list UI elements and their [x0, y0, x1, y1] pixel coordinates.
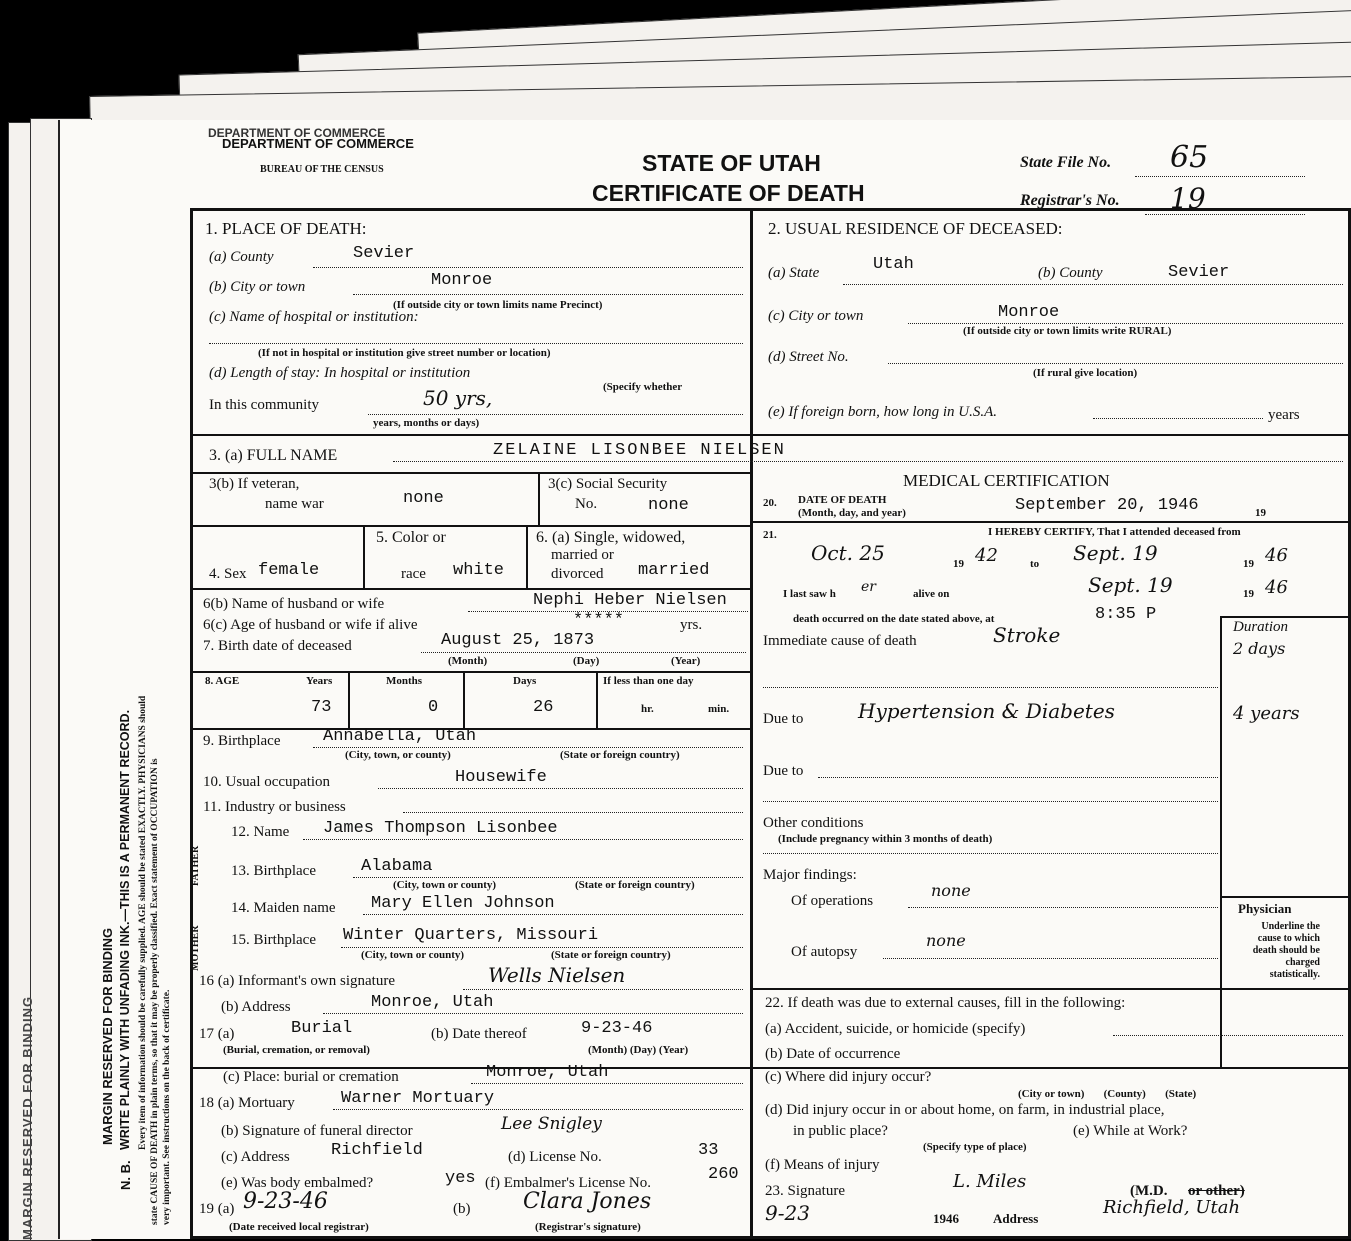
age-months-col: Months	[386, 675, 423, 687]
veteran-label-2: name war	[265, 496, 324, 512]
certify-text: I HEREBY CERTIFY, That I attended deceased from	[988, 526, 1241, 538]
res-state-label: (a) State	[768, 265, 820, 281]
due-to-duration-1: 4 years	[1233, 703, 1300, 724]
fill-line	[908, 907, 1218, 908]
external-c-label: (c) Where did injury occur?	[765, 1069, 932, 1085]
res-street-label: (d) Street No.	[768, 349, 849, 365]
birth-date-label: 7. Birth date of deceased	[203, 638, 352, 654]
fill-line	[313, 267, 743, 268]
last-saw-date: Sept. 19	[1088, 573, 1173, 597]
other-conditions-label: Other conditions	[763, 815, 864, 831]
fill-line	[1113, 1035, 1343, 1036]
death-date-label-2: (Month, day, and year)	[798, 507, 906, 519]
fill-line	[393, 461, 1343, 462]
fill-line	[323, 1013, 743, 1014]
rule	[1220, 896, 1348, 898]
death-date-num: 20.	[763, 497, 777, 509]
to-label: to	[1030, 558, 1040, 570]
fill-line	[463, 989, 743, 990]
res-city-note: (If outside city or town limits write RURAL)	[963, 325, 1172, 337]
death-county-label: (a) County	[209, 249, 274, 265]
informant-sig-label: 16 (a) Informant's own signature	[199, 973, 395, 989]
fill-line	[303, 839, 743, 840]
attended-to-year: 46	[1265, 545, 1288, 566]
mother-name-value: Mary Ellen Johnson	[371, 894, 555, 913]
last-saw-her: er	[861, 579, 876, 595]
due-to-value-1: Hypertension & Diabetes	[858, 699, 1115, 723]
immediate-cause-label: Immediate cause of death	[763, 633, 917, 649]
spouse-label: 6(b) Name of husband or wife	[203, 596, 385, 612]
mother-birthplace-note-1: (City, town or county)	[361, 949, 465, 961]
occupation-label: 10. Usual occupation	[203, 774, 331, 790]
veteran-label-1: 3(b) If veteran,	[209, 476, 300, 492]
occupation-value: Housewife	[455, 768, 547, 787]
death-date-suffix: 19	[1255, 507, 1266, 519]
residence-heading: 2. USUAL RESIDENCE OF DECEASED:	[768, 219, 1063, 238]
hr-label: hr.	[641, 703, 654, 715]
fill-line	[403, 812, 743, 813]
registrar-signature: Clara Jones	[523, 1189, 652, 1214]
disposition-label: 17 (a)	[199, 1026, 235, 1042]
immediate-duration: 2 days	[1233, 639, 1286, 658]
min-label: min.	[708, 703, 730, 715]
registrar-label: Registrar's No.	[1020, 192, 1120, 209]
rule	[193, 472, 750, 474]
res-county-value: Sevier	[1168, 263, 1230, 282]
father-birthplace-note-2: (State or foreign country)	[575, 879, 695, 891]
column-divider	[750, 211, 753, 1236]
rule	[348, 671, 350, 728]
license-label: (d) License No.	[508, 1149, 602, 1165]
last-saw-label: I last saw h	[783, 588, 836, 600]
fill-line	[421, 652, 746, 653]
age-months-value: 0	[428, 698, 439, 717]
place-of-death-heading: 1. PLACE OF DEATH:	[205, 219, 367, 238]
state-file-line	[1135, 176, 1305, 177]
last-saw-19: 19	[1243, 588, 1254, 600]
res-state-value: Utah	[873, 255, 914, 274]
disposition-note: (Burial, cremation, or removal)	[223, 1044, 370, 1056]
fill-line	[818, 777, 1218, 778]
disposition-date-note: (Month) (Day) (Year)	[588, 1044, 689, 1056]
death-county-value: Sevier	[353, 244, 415, 263]
immediate-cause-value: Stroke	[993, 623, 1061, 647]
last-saw-year: 46	[1265, 577, 1288, 598]
autopsy-value: none	[926, 931, 966, 950]
mortuary-label: 18 (a) Mortuary	[199, 1095, 295, 1111]
rule	[1220, 616, 1348, 618]
spouse-value: Nephi Heber Nielsen	[533, 591, 727, 610]
due-to-label-2: Due to	[763, 763, 804, 779]
received-label: 19 (a)	[199, 1201, 235, 1217]
fill-line	[843, 284, 1343, 285]
form-title: CERTIFICATE OF DEATH	[592, 180, 865, 206]
age-days-value: 26	[533, 698, 554, 717]
community-value: 50 yrs,	[423, 386, 493, 410]
received-note: (Date received local registrar)	[229, 1221, 369, 1233]
community-note: years, months or days)	[373, 417, 480, 429]
birth-month-note: (Month)	[448, 655, 488, 667]
marital-value: married	[638, 561, 710, 580]
other-conditions-note: (Include pregnancy within 3 months of death)	[778, 833, 993, 845]
external-e-label: (e) While at Work?	[1073, 1123, 1188, 1139]
physician-address: Richfield, Utah	[1103, 1197, 1241, 1218]
rule	[193, 434, 1348, 436]
spouse-age-label: 6(c) Age of husband or wife if alive	[203, 617, 418, 633]
physician-sig-year: 1946	[933, 1211, 959, 1226]
death-date-value: September 20, 1946	[1015, 496, 1199, 515]
sex-value: female	[258, 561, 320, 580]
specify-note: (Specify whether	[603, 381, 683, 393]
fullname-value: ZELAINE LISONBEE NIELSEN	[493, 441, 786, 460]
disposition-value: Burial	[291, 1019, 353, 1038]
due-to-label-1: Due to	[763, 711, 804, 727]
embalmer-license-value: 260	[708, 1165, 739, 1184]
informant-address-label: (b) Address	[221, 999, 291, 1015]
birthplace-note-2: (State or foreign country)	[560, 749, 680, 761]
informant-address-value: Monroe, Utah	[371, 993, 494, 1012]
father-birthplace-label: 13. Birthplace	[231, 863, 316, 879]
mother-birthplace-note-2: (State or foreign country)	[551, 949, 671, 961]
operations-value: none	[931, 881, 971, 900]
birth-day-note: (Day)	[573, 655, 600, 667]
binding-note: MARGIN RESERVED FOR BINDING	[100, 927, 115, 1145]
yrs-label: yrs.	[680, 617, 703, 633]
license-value: 33	[698, 1141, 719, 1160]
external-heading: 22. If death was due to external causes, fill in the following:	[765, 995, 1126, 1011]
industry-label: 11. Industry or business	[203, 799, 346, 815]
age-years-col: Years	[306, 675, 333, 687]
ssn-value: none	[648, 496, 689, 515]
father-side-label: FATHER	[190, 845, 201, 886]
veteran-value: none	[403, 489, 444, 508]
fill-line	[378, 788, 743, 789]
operations-label: Of operations	[791, 893, 874, 909]
years-label: years	[1268, 407, 1300, 423]
binding-margin	[20, 120, 180, 1240]
color-label-2: race	[401, 566, 426, 582]
spouse-age-value: *****	[573, 611, 625, 630]
state-file-number: 65	[1170, 140, 1209, 175]
fill-line	[363, 914, 743, 915]
registrar-sig-label: (b)	[453, 1201, 471, 1217]
form-title-state: STATE OF UTAH	[642, 150, 821, 176]
external-b-label: (b) Date of occurrence	[765, 1046, 901, 1062]
fill-line	[368, 414, 743, 415]
or-other-label: or other)	[1188, 1183, 1245, 1199]
birthplace-value: Annabella, Utah	[323, 727, 477, 746]
fill-line	[353, 877, 743, 878]
stay-label: (d) Length of stay: In hospital or institution	[209, 365, 471, 381]
physician-signature: L. Miles	[953, 1171, 1027, 1192]
fill-line	[908, 323, 1343, 324]
disposition-date-value: 9-23-46	[581, 1019, 653, 1038]
community-label: In this community	[209, 397, 319, 413]
res-city-value: Monroe	[998, 303, 1060, 322]
funeral-director-label: (b) Signature of funeral director	[221, 1123, 413, 1139]
funeral-address-label: (c) Address	[221, 1149, 290, 1165]
permanent-record-note: WRITE PLAINLY WITH UNFADING INK.—THIS IS A PERMANENT RECORD.	[118, 709, 132, 1150]
hospital-note: (If not in hospital or institution give street number or location)	[258, 347, 551, 359]
less-day-label: If less than one day	[603, 675, 694, 687]
external-d-label-1: (d) Did injury occur in or about home, on farm, in industrial place,	[765, 1102, 1165, 1118]
department-struck: DEPARTMENT OF COMMERCE	[208, 126, 386, 140]
medical-heading: MEDICAL CERTIFICATION	[903, 471, 1110, 490]
autopsy-label: Of autopsy	[791, 944, 858, 960]
binding-edge-text: MARGIN RESERVED FOR BINDING	[20, 995, 35, 1240]
rule	[193, 671, 750, 673]
ssn-label-2: No.	[575, 496, 598, 512]
res-county-label: (b) County	[1038, 265, 1103, 281]
informant-signature: Wells Nielsen	[488, 963, 626, 987]
mortuary-value: Warner Mortuary	[341, 1089, 495, 1108]
disposition-place-value: Monroe, Utah	[486, 1063, 609, 1082]
fill-line	[763, 687, 1218, 688]
external-c-note: (City or town) (County) (State)	[1018, 1088, 1197, 1100]
death-city-note: (If outside city or town limits name Precinct)	[393, 299, 603, 311]
instruction-line-1: Every item of information should be carefully supplied. AGE should be stated EXACTLY. PHYSICIANS should	[138, 695, 148, 1150]
marital-label-1: 6. (a) Single, widowed,	[536, 529, 686, 546]
physician-sig-label: 23. Signature	[765, 1183, 845, 1199]
fill-line	[341, 947, 743, 948]
attended-from-year: 42	[975, 545, 998, 566]
age-label: 8. AGE	[205, 675, 240, 687]
birth-date-value: August 25, 1873	[441, 631, 595, 650]
certify-num: 21.	[763, 529, 777, 541]
rule	[363, 525, 365, 588]
registrar-sig-note: (Registrar's signature)	[535, 1221, 641, 1233]
fill-line	[763, 801, 1218, 802]
disposition-date-label: (b) Date thereof	[431, 1026, 527, 1042]
attended-to: Sept. 19	[1073, 541, 1158, 565]
rule	[596, 671, 598, 728]
fill-line	[333, 1109, 743, 1110]
certificate-form	[190, 208, 1351, 1239]
fullname-label: 3. (a) FULL NAME	[209, 447, 338, 464]
physician-sig-date: 9-23	[765, 1201, 810, 1225]
rule	[1220, 616, 1222, 1067]
embalmer-license-label: (f) Embalmer's License No.	[485, 1175, 651, 1191]
fill-line	[1093, 418, 1263, 419]
rule	[750, 988, 1348, 990]
fill-line	[353, 294, 743, 295]
md-label: (M.D.	[1130, 1183, 1168, 1199]
death-date-label-1: DATE OF DEATH	[798, 494, 887, 506]
rule	[526, 525, 528, 588]
embalmed-label: (e) Was body embalmed?	[221, 1175, 374, 1191]
rule	[193, 525, 750, 527]
occurred-label: death occurred on the date stated above, at	[793, 613, 995, 625]
foreign-born-label: (e) If foreign born, how long in U.S.A.	[768, 404, 998, 420]
hospital-label: (c) Name of hospital or institution:	[209, 309, 419, 325]
physician-box-text: Underline the cause to which death should be charged statistically.	[1252, 921, 1320, 980]
mother-birthplace-label: 15. Birthplace	[231, 932, 316, 948]
fill-line	[471, 1083, 743, 1084]
father-birthplace-note-1: (City, town or county)	[393, 879, 497, 891]
age-years-value: 73	[311, 698, 332, 717]
mother-side-label: MOTHER	[190, 925, 201, 971]
fill-line	[209, 343, 743, 344]
funeral-address-value: Richfield	[331, 1141, 423, 1160]
sex-label: 4. Sex	[209, 566, 247, 582]
external-d-label-2: in public place?	[793, 1123, 888, 1139]
fill-line	[888, 363, 1343, 364]
duration-label: Duration	[1233, 619, 1289, 635]
res-street-note: (If rural give location)	[1033, 367, 1138, 379]
rule	[463, 671, 465, 728]
color-value: white	[453, 561, 505, 580]
department: DEPARTMENT OF COMMERCE	[222, 136, 414, 151]
mother-name-label: 14. Maiden name	[231, 900, 336, 916]
father-birthplace-value: Alabama	[361, 857, 433, 876]
birth-year-note: (Year)	[671, 655, 701, 667]
instruction-line-3: very important. See instructions on the back of certificate.	[162, 989, 172, 1225]
ssn-label-1: 3(c) Social Security	[548, 476, 668, 492]
physician-box-title: Physician	[1238, 901, 1292, 916]
physician-address-label: Address	[993, 1211, 1039, 1226]
death-city-value: Monroe	[431, 271, 493, 290]
bureau: BUREAU OF THE CENSUS	[260, 164, 384, 175]
father-name-value: James Thompson Lisonbee	[323, 819, 558, 838]
embalmed-value: yes	[445, 1169, 476, 1188]
father-name-label: 12. Name	[231, 824, 290, 840]
rule	[538, 472, 540, 525]
time-of-death: 8:35 P	[1095, 605, 1157, 624]
attended-from-19: 19	[953, 558, 964, 570]
attended-from: Oct. 25	[811, 541, 885, 565]
state-file-label: State File No.	[1020, 154, 1112, 171]
fill-line	[883, 958, 1218, 959]
birthplace-label: 9. Birthplace	[203, 733, 281, 749]
marital-label-3: divorced	[551, 566, 604, 582]
color-label-1: 5. Color or	[376, 529, 446, 546]
received-date-value: 9-23-46	[243, 1189, 328, 1214]
external-f-label: (f) Means of injury	[765, 1157, 880, 1173]
fill-line	[763, 853, 1218, 854]
major-findings-label: Major findings:	[763, 867, 857, 883]
death-city-label: (b) City or town	[209, 279, 306, 295]
attended-to-19: 19	[1243, 558, 1254, 570]
external-d-note: (Specify type of place)	[923, 1141, 1027, 1153]
funeral-director-signature: Lee Snigley	[501, 1114, 602, 1134]
nb-prefix: N. B.	[118, 1160, 133, 1190]
disposition-place-label: (c) Place: burial or cremation	[223, 1069, 399, 1085]
instruction-line-2: state CAUSE OF DEATH in plain terms, so that it may be properly classified. Exact statement of OCCUPATION is	[150, 758, 160, 1225]
fill-line	[313, 747, 743, 748]
death-certificate-page	[20, 120, 1351, 1240]
rule	[193, 588, 750, 590]
alive-label: alive on	[913, 588, 950, 600]
mother-birthplace-value: Winter Quarters, Missouri	[343, 926, 599, 945]
birthplace-note-1: (City, town, or county)	[345, 749, 451, 761]
external-a-label: (a) Accident, suicide, or homicide (specify)	[765, 1021, 1026, 1037]
registrar-number: 19	[1170, 182, 1206, 215]
marital-label-2: married or	[551, 547, 614, 563]
res-city-label: (c) City or town	[768, 308, 864, 324]
rule	[750, 521, 1348, 523]
age-days-col: Days	[513, 675, 537, 687]
